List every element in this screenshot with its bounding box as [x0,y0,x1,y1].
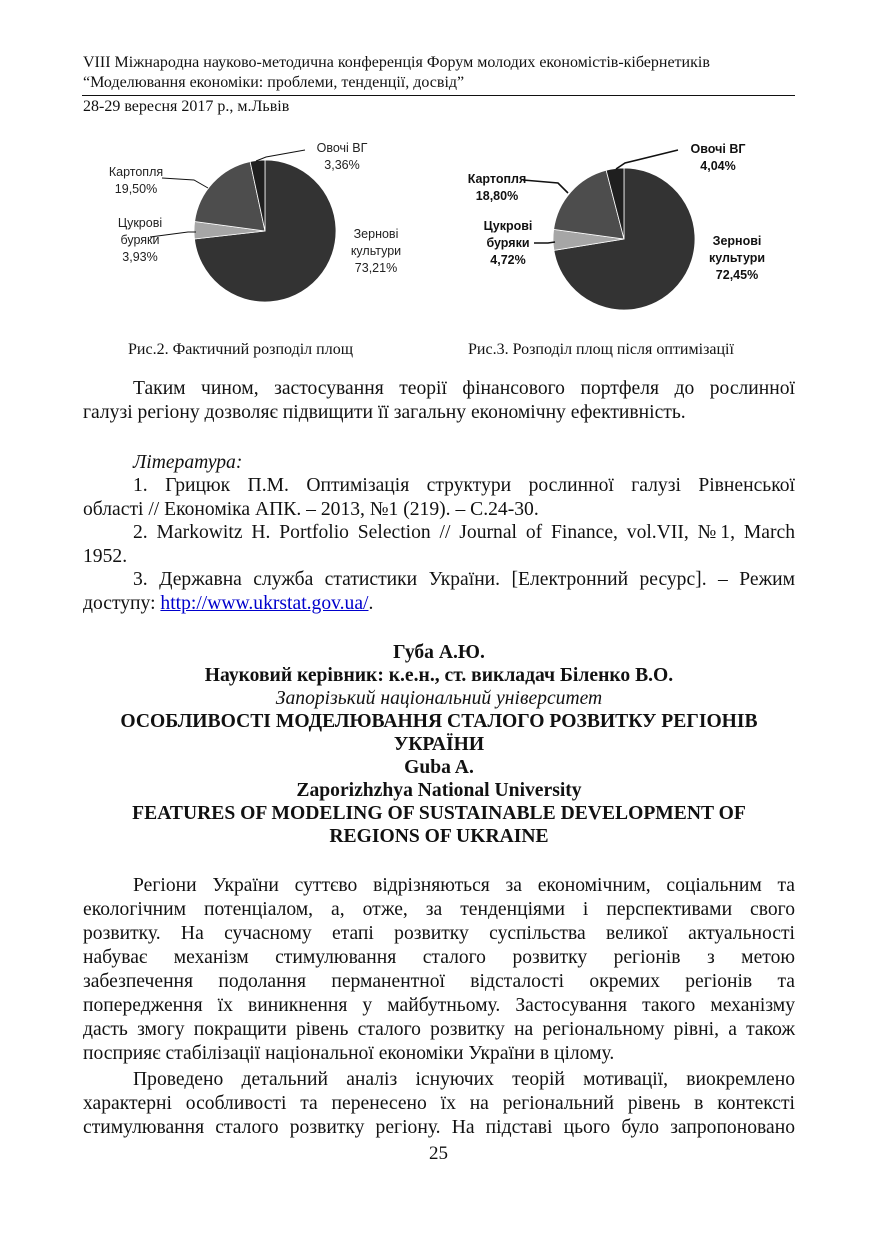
label-vegetables: Овочі ВГ 3,36% [316,141,368,172]
figure-caption-2: Рис.2. Фактичний розподіл площ [128,341,354,358]
body-paragraph-1 [83,874,795,1066]
conference-dates: 28-29 вересня 2017 р., м.Львів [83,98,290,115]
body-paragraph-2 [83,1068,795,1140]
pie-chart-optimized [440,128,800,333]
paragraph-line: попередження їх виникнення у майбутньому. Застосування такого механізму [83,995,795,1016]
paragraph-line: екологічним потенціалом, а, отже, за тенденціями і перспективами свого [83,899,795,920]
ukrstat-link[interactable]: http://www.ukrstat.gov.ua/ [160,593,369,614]
author-name-en: Guba A. [404,757,474,778]
article-title-line1: ОСОБЛИВОСТІ МОДЕЛЮВАННЯ СТАЛОГО РОЗВИТКУ РЕГІОНІВ [120,711,758,732]
label-grain: Зернові культури 72,45% [708,234,766,282]
header-rule [82,95,795,96]
slice-vegetables-leader-line [616,150,678,169]
label-potato: Картопля 19,50% [108,165,164,196]
label-sugar-beet: Цукрові буряки 4,72% [483,219,533,267]
references-title: Література: [133,452,243,473]
article-title-line2: УКРАЇНИ [393,734,485,755]
pie-chart-actual [90,128,450,333]
supervisor: Науковий керівник: к.е.н., ст. викладач Біленко В.О. [204,665,674,686]
page-number: 25 [429,1143,448,1164]
paragraph-line: розвитку. На сучасному етапі розвитку суспільства великої актуальності [83,923,795,944]
paragraph-line: стимулювання сталого розвитку регіону. На підставі цього було запропоновано [83,1117,795,1138]
conclusion-paragraph: Таким чином, застосування теорії фінансового портфеля до рослинної галузі регіону дозволяє підвищити її загальну економічну ефективність. [83,378,795,423]
label-vegetables: Овочі ВГ 4,04% [690,142,746,173]
conference-header-line2: “Моделювання економіки: проблеми, тенденції, досвід” [83,74,465,91]
label-sugar-beet: Цукрові буряки 3,93% [117,216,163,264]
article-title-en-line1: FEATURES OF MODELING OF SUSTAINABLE DEVELOPMENT OF [132,803,746,824]
paragraph-line: набуває механізм стимулювання сталого розвитку регіонів з метою [83,947,795,968]
paragraph-line: дасть змогу покращити рівень сталого розвитку на регіональному рівні, а також [83,1019,795,1040]
university-en: Zaporizhzhya National University [296,780,582,801]
slice-vegetables-leader-line [256,150,305,161]
paragraph-line: посприяє стабілізації національної економіки України в цілому. [83,1043,615,1064]
university: Запорізький національний університет [275,688,603,709]
figure-caption-3: Рис.3. Розподіл площ після оптимізації [468,341,734,358]
reference-2: 2. Markowitz H. Portfolio Selection // Journal of Finance, vol.VII, №1, March 1952. [83,522,795,567]
label-grain: Зернові культури 73,21% [350,227,402,275]
conference-header-line1: VIII Міжнародна науково-методична конференція Форум молодих економістів-кібернетиків [83,54,710,71]
paragraph-line: Проведено детальний аналіз існуючих теорій мотивації, виокремлено [133,1069,795,1090]
paragraph-line: Регіони України суттєво відрізняються за економічним, соціальним та [133,875,795,896]
label-potato: Картопля 18,80% [467,172,527,203]
paragraph-line: характерні особливості та перенесено їх на регіональний рівень в контексті [83,1093,795,1114]
reference-1: 1. Грицюк П.М. Оптимізація структури рослинної галузі Рівненської області // Економіка АПК. – 2013, №1 (219). – С.24-30. [83,475,795,520]
author-name: Губа А.Ю. [393,642,485,663]
article-title-en-line2: REGIONS OF UKRAINE [329,826,549,847]
paragraph-line: забезпечення подолання перманентної відсталості окремих регіонів та [83,971,795,992]
reference-3: 3. Державна служба статистики України. [Електронний ресурс]. – Режим доступу: http://www.ukrstat.gov.ua/. [83,569,795,614]
